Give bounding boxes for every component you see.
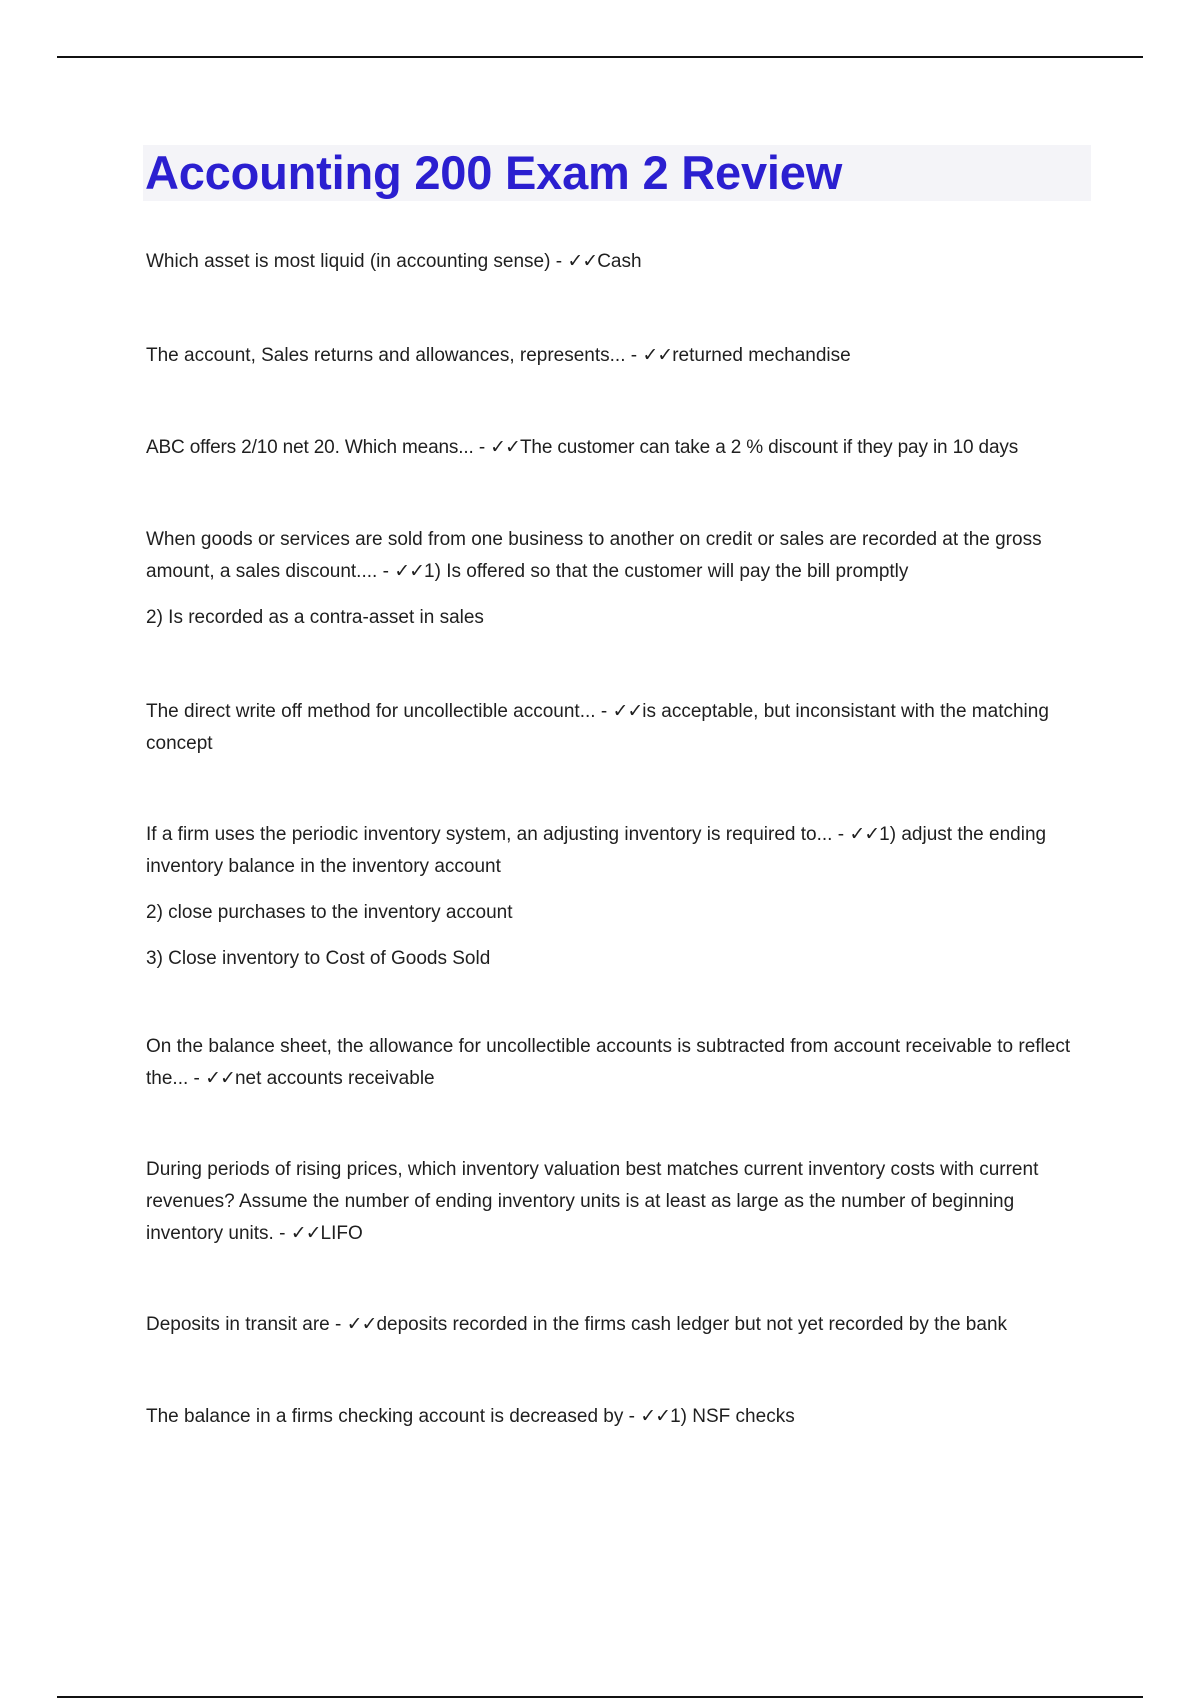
answer-text: Cash: [597, 251, 642, 272]
qa-text: [146, 1309, 1086, 1341]
question-text: The direct write off method for uncollectible account...: [146, 701, 596, 722]
qa-text: [146, 1154, 1086, 1250]
separator: -: [329, 1314, 347, 1335]
answer-continuation: 2) close purchases to the inventory account: [146, 902, 513, 923]
check-icon: ✓✓: [567, 251, 598, 272]
qa-text: [146, 696, 1086, 760]
separator: -: [595, 701, 613, 722]
qa-text: [146, 432, 1086, 464]
qa-item-6: [146, 819, 1086, 975]
check-icon: ✓✓: [394, 561, 425, 582]
qa-text: [146, 246, 1086, 278]
separator: -: [623, 1406, 641, 1427]
answer-text: LIFO: [320, 1223, 363, 1244]
separator: -: [188, 1068, 206, 1089]
answer-text: net accounts receivable: [234, 1068, 435, 1089]
question-text: ABC offers 2/10 net 20. Which means...: [146, 437, 474, 458]
page-title: Accounting 200 Exam 2 Review: [145, 146, 843, 199]
qa-item-5: [146, 696, 1086, 760]
check-icon: ✓✓: [849, 824, 880, 845]
separator: -: [273, 1223, 291, 1244]
bottom-rule: [57, 1696, 1143, 1698]
qa-item-7: [146, 1031, 1086, 1095]
question-text: When goods or services are sold from one business to another on credit or sales are recorded at the gross amount, a sales discount....: [146, 529, 1042, 582]
answer-text: returned mechandise: [672, 345, 851, 366]
separator: -: [377, 561, 395, 582]
question-text: The account, Sales returns and allowances, represents...: [146, 345, 626, 366]
qa-text: [146, 340, 1086, 372]
check-icon: ✓✓: [612, 701, 643, 722]
separator: -: [550, 251, 568, 272]
check-icon: ✓✓: [346, 1314, 377, 1335]
question-text: If a firm uses the periodic inventory system, an adjusting inventory is required to...: [146, 824, 833, 845]
question-text: During periods of rising prices, which inventory valuation best matches current inventory costs with current revenues? Assume the number of ending inventory units is at least as large as the number of beginning inventory units.: [146, 1159, 1039, 1244]
question-text: Deposits in transit are: [146, 1314, 330, 1335]
qa-item-4: [146, 524, 1086, 634]
answer-text: 1) adjust the ending inventory balance in the inventory account: [146, 824, 1047, 877]
answer-text: deposits recorded in the firms cash ledger but not yet recorded by the bank: [376, 1314, 1008, 1335]
check-icon: ✓✓: [290, 1223, 321, 1244]
check-icon: ✓✓: [205, 1068, 235, 1089]
top-rule: [57, 56, 1143, 58]
qa-text: [146, 524, 1086, 588]
check-icon: ✓✓: [642, 345, 673, 366]
check-icon: ✓✓: [490, 437, 520, 458]
qa-text: [146, 1401, 1086, 1433]
qa-item-8: [146, 1154, 1086, 1250]
separator: -: [473, 437, 491, 458]
answer-text: The customer can take a 2 % discount if they pay in 10 days: [519, 437, 1019, 458]
qa-item-10: [146, 1401, 1086, 1433]
answer-text: 1) NSF checks: [670, 1406, 795, 1427]
answer-continuation: 2) Is recorded as a contra-asset in sales: [146, 607, 484, 628]
answer-text: is acceptable, but inconsistant with the matching concept: [146, 701, 1049, 754]
question-text: Which asset is most liquid (in accounting sense): [146, 251, 551, 272]
qa-text: [146, 1031, 1086, 1095]
qa-item-3: [146, 432, 1086, 464]
separator: -: [832, 824, 850, 845]
check-icon: ✓✓: [640, 1406, 671, 1427]
qa-item-9: [146, 1309, 1086, 1341]
qa-text: [146, 819, 1086, 883]
separator: -: [625, 345, 643, 366]
question-text: On the balance sheet, the allowance for uncollectible accounts is subtracted from account receivable to reflect the...: [146, 1036, 1071, 1089]
qa-item-2: [146, 340, 1086, 372]
answer-text: 1) Is offered so that the customer will pay the bill promptly: [424, 561, 909, 582]
question-text: The balance in a firms checking account is decreased by: [146, 1406, 624, 1427]
answer-continuation: 3) Close inventory to Cost of Goods Sold: [146, 948, 491, 969]
qa-item-1: [146, 246, 1086, 278]
